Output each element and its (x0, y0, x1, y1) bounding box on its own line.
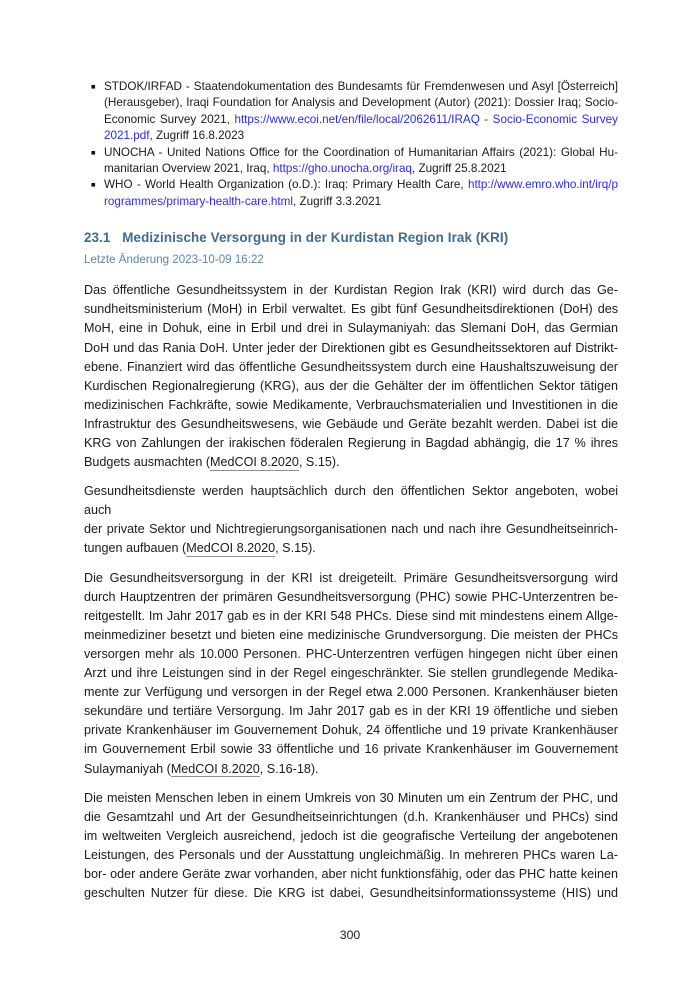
text-segment: Arzt und ihre Leistungen sind in der Regel eingeschränkter. Sie stellen grundlegende Medika- (84, 666, 618, 681)
text-segment: versorgen mehr als 10.000 Personen. PHC-Unterzentren verfügen hingegen nicht über einen (84, 646, 618, 661)
hyperlink[interactable]: https://www.ecoi.net/en/file/local/2062611/IRAQ - Socio-Economic Survey (234, 112, 618, 126)
section-heading (84, 228, 618, 248)
text-segment: bor- oder andere Geräte zwar vorhanden, aber nicht funktionsfähig, oder das PHC hatte keinen (84, 866, 618, 881)
text-segment: DoH und das Rania DoH. Unter jeder der Direktionen gibt es Gesundheitssektoren auf Distrikt- (84, 340, 618, 355)
paragraph (84, 789, 618, 904)
text-segment: ebene. Finanziert wird das öffentliche Gesundheitssystem durch eine Haushaltszuweisung der (84, 359, 618, 374)
text-segment: Sulaymaniyah ( (84, 761, 171, 776)
text-segment: , Zugriff 16.8.2023 (149, 129, 245, 143)
bullet-square-icon: ■ (91, 180, 96, 190)
text-line (84, 846, 618, 865)
text-segment: meinmediziner besetzt und bieten eine medizinische Grundversorgung. Die meisten der PHCs (84, 627, 618, 642)
text-line (84, 645, 618, 664)
text-segment: Budgets ausmachten ( (84, 455, 211, 470)
body-text (84, 281, 618, 903)
text-segment: durch Hauptzentren der primären Gesundheitsversorgung (PHC) sowie PHC-Unterzentren be- (84, 589, 618, 604)
text-line (84, 482, 618, 520)
paragraph (84, 281, 618, 472)
reference-list (84, 79, 618, 210)
text-segment: KRG von Zahlungen der irakischen föderalen Regierung in Bagdad abhängig, die 17 % ihres (84, 436, 618, 450)
hyperlink[interactable]: http://www.emro.who.int/irq/p (467, 178, 618, 192)
text-segment: Economic Survey 2021, (104, 112, 235, 126)
reference-item (84, 145, 618, 178)
text-line (104, 128, 618, 144)
text-segment: Infrastruktur des Gesundheitswesens, wie Gebäude und Geräte bezahlt werden. Dabei ist die (84, 416, 618, 431)
text-line (84, 339, 618, 358)
source-reference-link[interactable]: MedCOI 8.2020 (210, 455, 299, 470)
text-line (84, 377, 618, 396)
text-line (84, 607, 618, 626)
text-segment: private Krankenhäuser im Gouvernement Dohuk, 24 öffentliche und 19 private Krankenhäuser (84, 723, 618, 738)
text-segment: reitgestellt. Im Jahr 2017 gab es in der KRI 548 PHCs. Diese sind mit mindestens einem Allge- (84, 608, 618, 623)
text-segment: Leistungen, des Personals und der Ausstattung ungleichmäßig. In mehreren PHCs waren La- (84, 847, 618, 862)
paragraph (84, 569, 618, 779)
text-line (84, 434, 618, 453)
text-segment: Die meisten Menschen leben in einem Umkreis von 30 Minuten um ein Zentrum der PHC, und (84, 790, 618, 805)
text-segment: im Gouvernement Erbil sowie 33 öffentliche und 16 private Krankenhäuser im Gouvernement (84, 742, 618, 757)
text-segment: sundheitsministerium (MoH) in Erbil verwaltet. Es gibt fünf Gesundheitsdirektionen (DoH) des (84, 302, 618, 317)
text-line (84, 396, 618, 415)
text-line (104, 79, 618, 95)
text-line (104, 177, 618, 193)
text-line (84, 865, 618, 884)
text-line (84, 808, 618, 827)
reference-item (84, 79, 618, 145)
text-line (104, 194, 618, 210)
section-number: 23.1 (84, 230, 111, 246)
source-reference-link[interactable]: MedCOI 8.2020 (186, 541, 276, 556)
text-line (84, 721, 618, 740)
text-segment: im weltweiten Vergleich ausreichend, jedoch ist die geografische Verteilung der angebotenen (84, 828, 618, 843)
text-line (84, 415, 618, 434)
text-segment: , Zugriff 3.3.2021 (293, 194, 382, 208)
text-segment: , S.16-18). (259, 761, 319, 776)
text-segment: manitarian Overview 2021, Iraq, (104, 162, 273, 176)
text-line (84, 453, 618, 472)
text-segment: STDOK/IRFAD - Staatendokumentation des Bundesamts für Fremdenwesen und Asyl [Österreich] (104, 80, 618, 93)
text-segment: UNOCHA - United Nations Office for the Coordination of Humanitarian Affairs (2021): Global Hu- (104, 145, 618, 159)
paragraph (84, 482, 618, 558)
page-number: 300 (339, 928, 361, 942)
text-line (84, 300, 618, 319)
source-reference-link[interactable]: MedCOI 8.2020 (170, 761, 260, 776)
text-segment: , S.15). (298, 455, 340, 470)
reference-item (84, 177, 618, 210)
text-line (84, 702, 618, 721)
text-line (84, 539, 618, 558)
section-title: Medizinische Versorgung in der Kurdistan Region Irak (KRI) (122, 230, 509, 246)
text-line (84, 740, 618, 759)
text-line (84, 789, 618, 808)
text-segment: Kurdischen Regionalregierung (KRG), aus der die Gehälter der im öffentlichen Sektor tätigen (84, 378, 618, 393)
text-line (104, 95, 618, 111)
text-segment: sekundäre und tertiäre Versorgung. Im Jahr 2017 gab es in der KRI 19 öffentliche und sieben (84, 704, 618, 719)
text-line (84, 884, 618, 903)
text-line (84, 281, 618, 300)
hyperlink[interactable]: rogrammes/primary-health-care.html (104, 194, 293, 208)
text-segment: medizinischen Fachkräfte, sowie Medikamente, Verbrauchsmaterialien und Investitionen in die (84, 397, 618, 412)
text-segment: geschulten Nutzer für diese. Die KRG ist dabei, Gesundheitsinformationssysteme (HIS) und (84, 886, 618, 901)
text-line (84, 683, 618, 702)
text-line (84, 664, 618, 683)
text-segment: WHO - World Health Organization (o.D.): Iraq: Primary Health Care, (104, 178, 468, 192)
text-line (84, 319, 618, 338)
text-line (104, 112, 618, 128)
text-line (84, 827, 618, 846)
text-line (84, 569, 618, 588)
hyperlink[interactable]: https://gho.unocha.org/iraq (272, 162, 412, 176)
text-segment: die Gesamtzahl und Art der Gesundheitseinrichtungen (d.h. Krankenhäuser und PHCs) sind (84, 809, 618, 824)
text-line (104, 145, 618, 161)
bullet-square-icon: ■ (91, 147, 96, 157)
text-segment: Die Gesundheitsversorgung in der KRI ist dreigeteilt. Primäre Gesundheitsversorgung wird (84, 570, 618, 585)
text-segment: der private Sektor und Nichtregierungsorganisationen nach und nach ihre Gesundheitseinrich- (84, 522, 618, 537)
text-line (84, 626, 618, 645)
text-segment: Das öffentliche Gesundheitssystem in der Kurdistan Region Irak (KRI) wird durch das Ge- (84, 283, 618, 298)
text-segment: , S.15). (275, 541, 316, 556)
text-segment: MoH, eine in Dohuk, eine in Erbil und drei in Sulaymaniyah: das Slemani DoH, das Germian (84, 321, 618, 336)
hyperlink[interactable]: 2021.pdf (104, 129, 150, 143)
text-line (84, 520, 618, 539)
text-line (84, 588, 618, 607)
page-content (84, 79, 618, 903)
text-line (84, 760, 618, 779)
last-change-note: Letzte Änderung 2023-10-09 16:22 (84, 253, 264, 267)
bullet-square-icon: ■ (91, 82, 96, 91)
text-segment: tungen aufbauen ( (84, 541, 187, 556)
text-segment: (Herausgeber), Iraqi Foundation for Analysis and Development (Autor) (2021): Dossier Iraq; Socio- (104, 96, 618, 110)
text-segment: mente zur Verfügung und versorgen in der Regel etwa 2.000 Personen. Krankenhäuser bieten (84, 685, 618, 700)
text-line (84, 358, 618, 377)
text-segment: Gesundheitsdienste werden hauptsächlich durch den öffentlichen Sektor angeboten, wobei auch (84, 484, 618, 518)
text-line (104, 161, 618, 177)
text-segment: , Zugriff 25.8.2021 (411, 162, 507, 176)
